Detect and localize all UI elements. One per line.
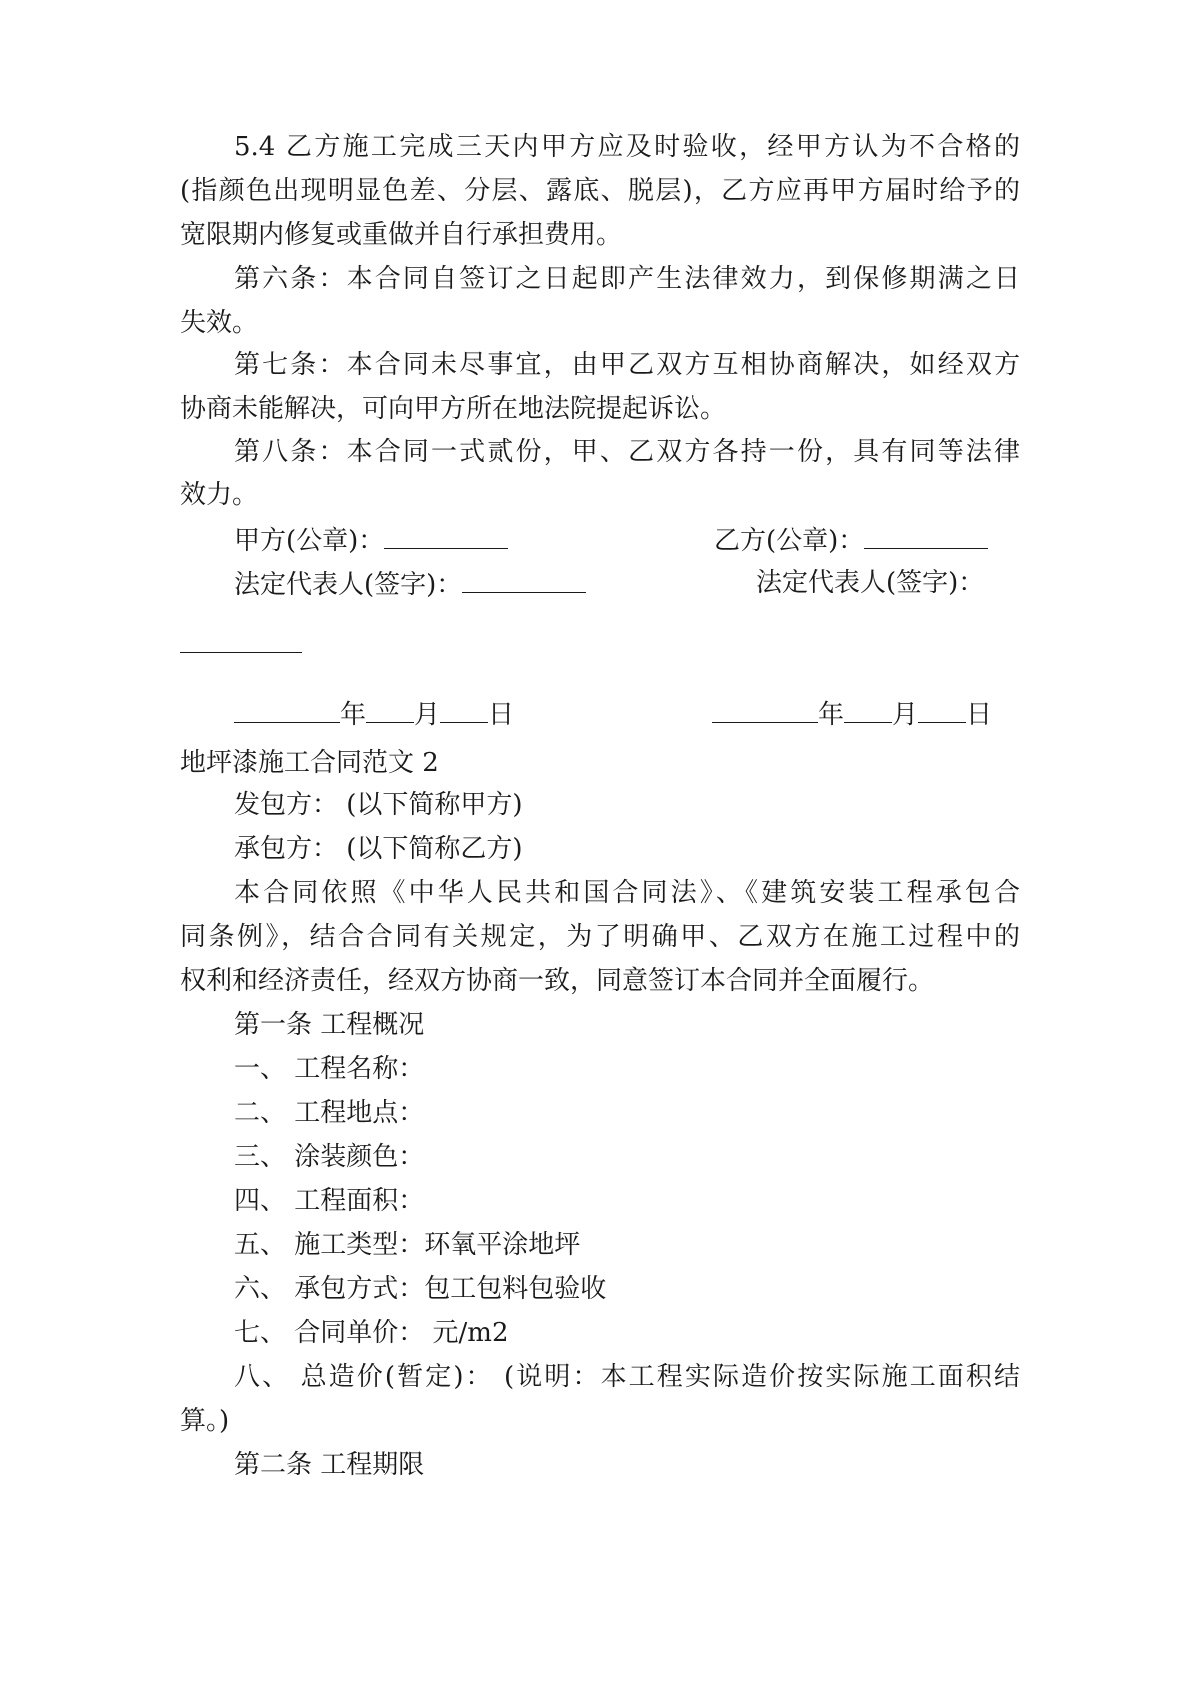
article-8-line-1: 第八条：本合同一式贰份，甲、乙双方各持一份，具有同等法律 <box>234 437 1020 467</box>
contractor: 承包方： (以下简称乙方) <box>234 834 523 864</box>
party-b-seal-label: 乙方(公章)： <box>714 526 865 556</box>
party-b-rep-field <box>756 566 984 600</box>
party-a-year-blank <box>234 696 340 723</box>
list-item: 一、 工程名称： <box>234 1054 425 1084</box>
party-b-seal-field <box>714 522 988 556</box>
list-item: 四、 工程面积： <box>234 1186 425 1216</box>
party-b-rep-label: 法定代表人(签字)： <box>756 568 985 598</box>
party-a-rep-label: 法定代表人(签字)： <box>234 570 463 600</box>
item-8-line-2: 算。) <box>180 1406 230 1436</box>
party-b-seal-blank <box>864 522 988 549</box>
party-b-month-label: 月 <box>892 700 919 730</box>
contractor-issuer: 发包方： (以下简称甲方) <box>234 790 523 820</box>
party-a-seal-label: 甲方(公章)： <box>234 526 385 556</box>
article-2-title: 第二条 工程期限 <box>234 1450 425 1480</box>
paragraph-5-4-line-1: 5.4 乙方施工完成三天内甲方应及时验收，经甲方认为不合格的 <box>234 132 1020 162</box>
section-title: 地坪漆施工合同范文 2 <box>180 748 439 778</box>
list-item: 三、 涂装颜色： <box>234 1142 425 1172</box>
article-7-line-2: 协商未能解决，可向甲方所在地法院提起诉讼。 <box>180 394 727 424</box>
intro-line-2: 同条例》，结合合同有关规定，为了明确甲、乙双方在施工过程中的 <box>180 922 1020 952</box>
list-item: 二、 工程地点： <box>234 1098 425 1128</box>
party-b-rep-blank <box>180 652 302 653</box>
party-b-year-label: 年 <box>818 700 845 730</box>
party-a-month-blank <box>366 696 414 723</box>
party-a-day-blank <box>440 696 488 723</box>
party-a-seal-field <box>234 522 508 556</box>
party-b-day-blank <box>918 696 966 723</box>
item-8-line-1: 八、 总造价(暂定)： (说明：本工程实际造价按实际施工面积结 <box>234 1362 1020 1392</box>
party-b-year-blank <box>712 696 818 723</box>
article-7-line-1: 第七条：本合同未尽事宜，由甲乙双方互相协商解决，如经双方 <box>234 350 1020 380</box>
list-item: 七、 合同单价： 元/m2 <box>234 1318 509 1348</box>
party-a-day-label: 日 <box>488 700 515 730</box>
article-6-line-1: 第六条：本合同自签订之日起即产生法律效力，到保修期满之日 <box>234 264 1020 294</box>
intro-line-1: 本合同依照《中华人民共和国合同法》、《建筑安装工程承包合 <box>234 878 1020 908</box>
list-item: 六、 承包方式：包工包料包验收 <box>234 1274 607 1304</box>
intro-line-3: 权利和经济责任，经双方协商一致，同意签订本合同并全面履行。 <box>180 966 935 996</box>
party-a-rep-blank <box>462 566 586 593</box>
party-a-seal-blank <box>384 522 508 549</box>
party-b-day-label: 日 <box>966 700 993 730</box>
party-b-month-blank <box>844 696 892 723</box>
party-a-year-label: 年 <box>340 700 367 730</box>
article-8-line-2: 效力。 <box>180 480 259 510</box>
list-item: 五、 施工类型：环氧平涂地坪 <box>234 1230 581 1260</box>
party-a-month-label: 月 <box>414 700 441 730</box>
article-6-line-2: 失效。 <box>180 308 259 338</box>
party-a-rep-field <box>234 566 586 600</box>
paragraph-5-4-line-3: 宽限期内修复或重做并自行承担费用。 <box>180 220 623 250</box>
party-a-date <box>234 696 514 730</box>
paragraph-5-4-line-2: (指颜色出现明显色差、分层、露底、脱层)，乙方应再甲方届时给予的 <box>180 176 1020 206</box>
article-1-title: 第一条 工程概况 <box>234 1010 425 1040</box>
party-b-date <box>712 696 992 730</box>
